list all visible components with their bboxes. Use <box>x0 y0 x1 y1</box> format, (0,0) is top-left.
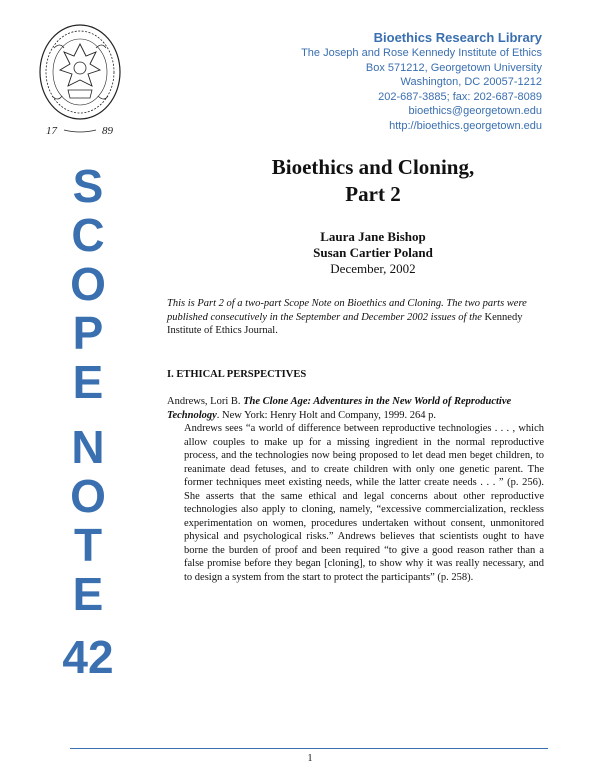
mail-box: Box 571212, Georgetown University <box>365 61 542 74</box>
vertical-letter: S <box>72 160 104 212</box>
document-title <box>160 154 586 208</box>
vertical-letter: E <box>72 568 104 620</box>
authors-block <box>160 229 586 277</box>
vertical-letter: O <box>70 470 106 522</box>
intro-note <box>167 297 543 338</box>
institute-name: The Joseph and Rose Kennedy Institute of Ethics <box>301 47 542 59</box>
georgetown-seal <box>34 22 126 140</box>
author-name: Susan Cartier Poland <box>313 245 433 260</box>
intro-italic-text: This is Part 2 of a two-part Scope Note on Bioethics and Cloning. The two parts were published consecutively in the September and December 2002 issues of the <box>167 298 527 323</box>
citation-publisher: . New York: Henry Holt and Company, 1999. 264 p. <box>216 409 437 421</box>
vertical-letter: N <box>71 421 105 473</box>
seal-year-right: 89 <box>102 125 113 137</box>
seal-year-left: 17 <box>46 125 57 137</box>
vertical-letter: E <box>72 356 104 408</box>
footer-rule <box>70 748 548 749</box>
publication-date: December, 2002 <box>330 261 416 276</box>
vertical-letter: C <box>71 209 105 261</box>
scope-note-number: 42 <box>62 631 114 683</box>
citation-abstract: Andrews sees “a world of difference between reproductive technologies . . . , which allow couples to make up for a missing ingredient in the normal reproductive process, and the technologies now being proposed to let dead men beget children, to reanimate dead fetuses, and to create children with only one genetic parent. The former techniques meet existing needs, while the latter create needs . . . ” (p. 256). She asserts that the same ethical and legal concerns about other reproductive technologies also apply to cloning, namely, “excessive commercialization, reckless experimentation on women, procedures undertaken without consent, unmonitored physical and psychological risks.” Andrews believes that scientists ought to have borne the burden of proof and been required “to give a good reason rather than a false promise before they began [cloning], to show why it was really necessary, and to design a system from the start to protect the participants” (p. 258). <box>184 423 544 583</box>
intro-journal-name: Kennedy Institute of Ethics Journal. <box>167 311 523 336</box>
title-line-2: Part 2 <box>345 182 401 206</box>
author-name: Laura Jane Bishop <box>320 229 426 244</box>
citation-author: Andrews, Lori B. <box>167 396 241 407</box>
citation <box>167 395 547 422</box>
email-link[interactable]: bioethics@georgetown.edu <box>408 105 542 117</box>
library-contact-header <box>301 30 542 133</box>
vertical-letter: O <box>70 258 106 310</box>
scope-note-vertical-title <box>56 162 120 685</box>
phone-fax: 202-687-3885; fax: 202-687-8089 <box>378 90 542 103</box>
vertical-letter: P <box>72 307 104 359</box>
vertical-letter: T <box>73 519 103 571</box>
website-link[interactable]: http://bioethics.georgetown.edu <box>389 119 542 132</box>
title-line-1: Bioethics and Cloning, <box>271 155 475 179</box>
section-heading: I. ETHICAL PERSPECTIVES <box>167 369 307 380</box>
page-number: 1 <box>307 753 313 764</box>
citation-title: The Clone Age: Adventures in the New World of Reproductive Technology <box>167 396 512 421</box>
library-name: Bioethics Research Library <box>373 30 542 45</box>
city-address: Washington, DC 20057-1212 <box>400 76 542 88</box>
